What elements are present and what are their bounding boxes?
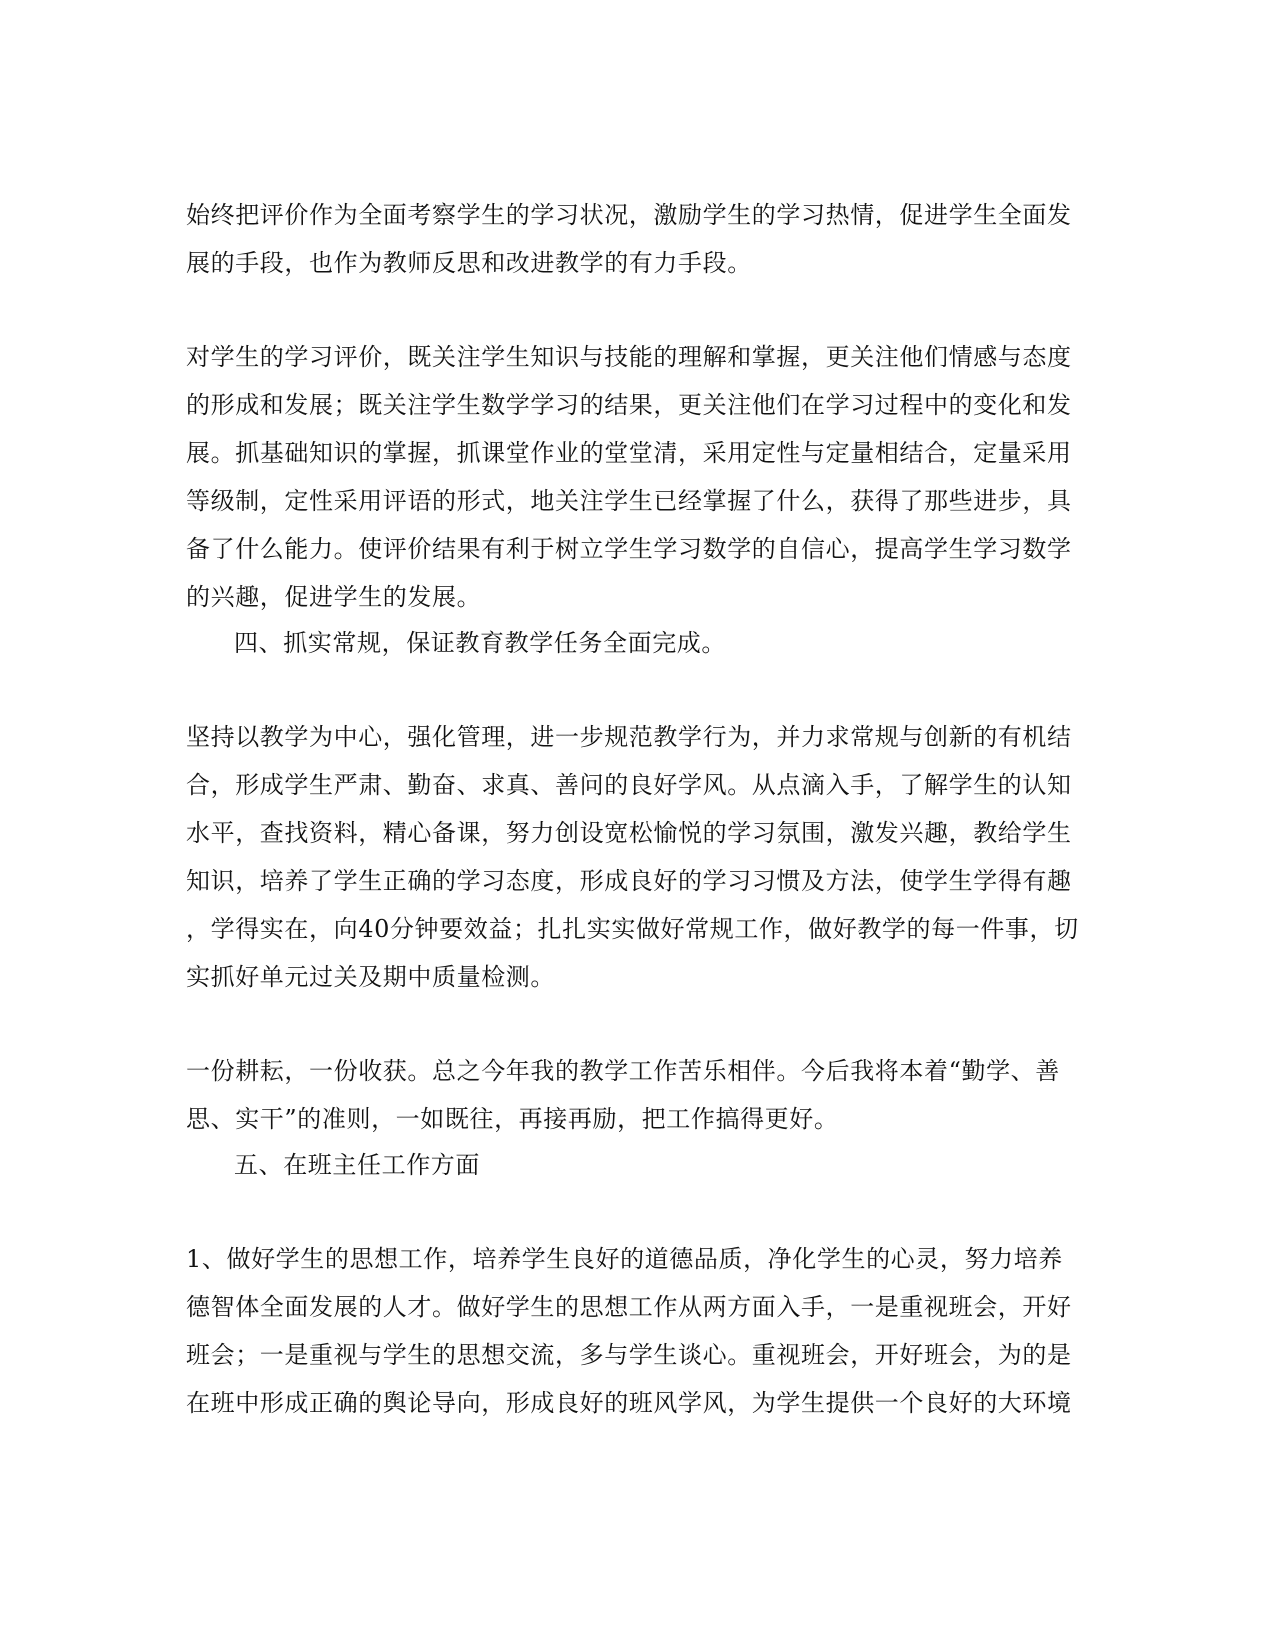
paragraph-3-line-3: 水平，查找资料，精心备课，努力创设宽松愉悦的学习氛围，激发兴趣，教给学生 xyxy=(186,819,1072,847)
paragraph-3-line-6: 实抓好单元过关及期中质量检测。 xyxy=(186,963,555,991)
paragraph-1-line-1: 始终把评价作为全面考察学生的学习状况，激励学生的学习热情，促进学生全面发 xyxy=(186,201,1072,229)
section-heading-5: 五、在班主任工作方面 xyxy=(234,1151,480,1179)
paragraph-5-line-3: 班会；一是重视与学生的思想交流，多与学生谈心。重视班会，开好班会，为的是 xyxy=(186,1341,1072,1369)
paragraph-2-line-6: 的兴趣，促进学生的发展。 xyxy=(186,583,482,611)
paragraph-2-line-3: 展。抓基础知识的掌握，抓课堂作业的堂堂清，采用定性与定量相结合，定量采用 xyxy=(186,439,1072,467)
paragraph-1-line-2: 展的手段，也作为教师反思和改进教学的有力手段。 xyxy=(186,249,752,277)
paragraph-5-line-4: 在班中形成正确的舆论导向，形成良好的班风学风，为学生提供一个良好的大环境 xyxy=(186,1389,1072,1417)
paragraph-2-line-2: 的形成和发展；既关注学生数学学习的结果，更关注他们在学习过程中的变化和发 xyxy=(186,391,1072,419)
paragraph-3-line-2: 合，形成学生严肃、勤奋、求真、善问的良好学风。从点滴入手，了解学生的认知 xyxy=(186,771,1072,799)
paragraph-5-line-2: 德智体全面发展的人才。做好学生的思想工作从两方面入手，一是重视班会，开好 xyxy=(186,1293,1072,1321)
paragraph-4-line-1: 一份耕耘，一份收获。总之今年我的教学工作苦乐相伴。今后我将本着“勤学、善 xyxy=(186,1057,1060,1085)
paragraph-2-line-5: 备了什么能力。使评价结果有利于树立学生学习数学的自信心，提高学生学习数学 xyxy=(186,535,1072,563)
section-heading-4: 四、抓实常规，保证教育教学任务全面完成。 xyxy=(234,629,726,657)
paragraph-3-line-5: ，学得实在，向40分钟要效益；扎扎实实做好常规工作，做好教学的每一件事，切 xyxy=(186,915,1079,943)
paragraph-5-line-1: 1、做好学生的思想工作，培养学生良好的道德品质，净化学生的心灵，努力培养 xyxy=(186,1245,1063,1273)
paragraph-2-line-1: 对学生的学习评价，既关注学生知识与技能的理解和掌握，更关注他们情感与态度 xyxy=(186,343,1072,371)
paragraph-3-line-4: 知识，培养了学生正确的学习态度，形成良好的学习习惯及方法，使学生学得有趣 xyxy=(186,867,1072,895)
paragraph-4-line-2: 思、实干”的准则，一如既往，再接再励，把工作搞得更好。 xyxy=(186,1105,839,1133)
paragraph-3-line-1: 坚持以教学为中心，强化管理，进一步规范教学行为，并力求常规与创新的有机结 xyxy=(186,723,1072,751)
paragraph-2-line-4: 等级制，定性采用评语的形式，地关注学生已经掌握了什么，获得了那些进步，具 xyxy=(186,487,1072,515)
